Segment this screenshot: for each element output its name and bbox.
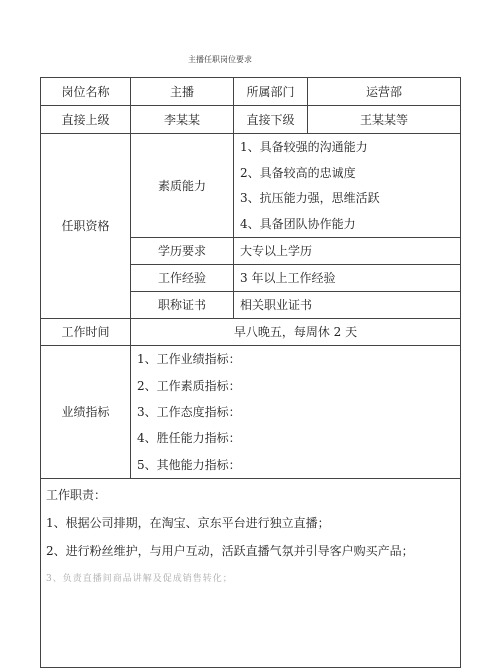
direct-superior-label: 直接上级 [41,106,131,134]
list-item: 5、其他能力指标： [137,457,241,472]
table-row [41,78,461,106]
faded-line: 3、负责直播间商品讲解及促成销售转化； [46,574,233,584]
department-value: 运营部 [308,78,461,106]
document-title: 主播任职岗位要求 [188,55,252,64]
job-duties-cell [41,479,461,668]
quality-ability-list [234,134,461,238]
list-item: 1、具备较强的沟通能力 [240,139,368,154]
table-row [41,479,461,668]
work-time-value: 早八晚五，每周休 2 天 [131,319,461,346]
direct-subordinate-value: 王某某等 [308,106,461,134]
table-row [41,106,461,134]
performance-label: 业绩指标 [41,346,131,479]
experience-label: 工作经验 [131,265,234,292]
direct-subordinate-label: 直接下级 [234,106,308,134]
job-requirements-table [40,77,460,668]
department-label: 所属部门 [234,78,308,106]
performance-list [131,346,461,479]
list-item: 1、工作业绩指标： [137,352,241,367]
table-row [41,319,461,346]
qualification-label: 任职资格 [41,134,131,319]
list-item: 4、具备团队协作能力 [240,217,356,232]
certificate-label: 职称证书 [131,292,234,319]
list-item: 2、工作素质指标： [137,378,241,393]
education-value: 大专以上学历 [234,238,461,265]
work-time-label: 工作时间 [41,319,131,346]
direct-superior-value: 李某某 [131,106,234,134]
job-duties-heading: 工作职责： [46,488,107,502]
list-item: 3、工作态度指标： [137,404,241,419]
list-item: 1、根据公司排期，在淘宝、京东平台进行独立直播； [46,516,330,530]
certificate-value: 相关职业证书 [234,292,461,319]
education-label: 学历要求 [131,238,234,265]
table-row [41,346,461,479]
quality-ability-label: 素质能力 [131,134,234,238]
list-item: 3、抗压能力强，思维活跃 [240,191,380,206]
position-name-value: 主播 [131,78,234,106]
table-row [41,134,461,238]
list-item: 2、具备较高的忠诚度 [240,165,356,180]
position-name-label: 岗位名称 [41,78,131,106]
experience-value: 3 年以上工作经验 [234,265,461,292]
list-item: 4、胜任能力指标： [137,431,241,446]
list-item: 2、进行粉丝维护，与用户互动，活跃直播气氛并引导客户购买产品； [46,544,414,558]
